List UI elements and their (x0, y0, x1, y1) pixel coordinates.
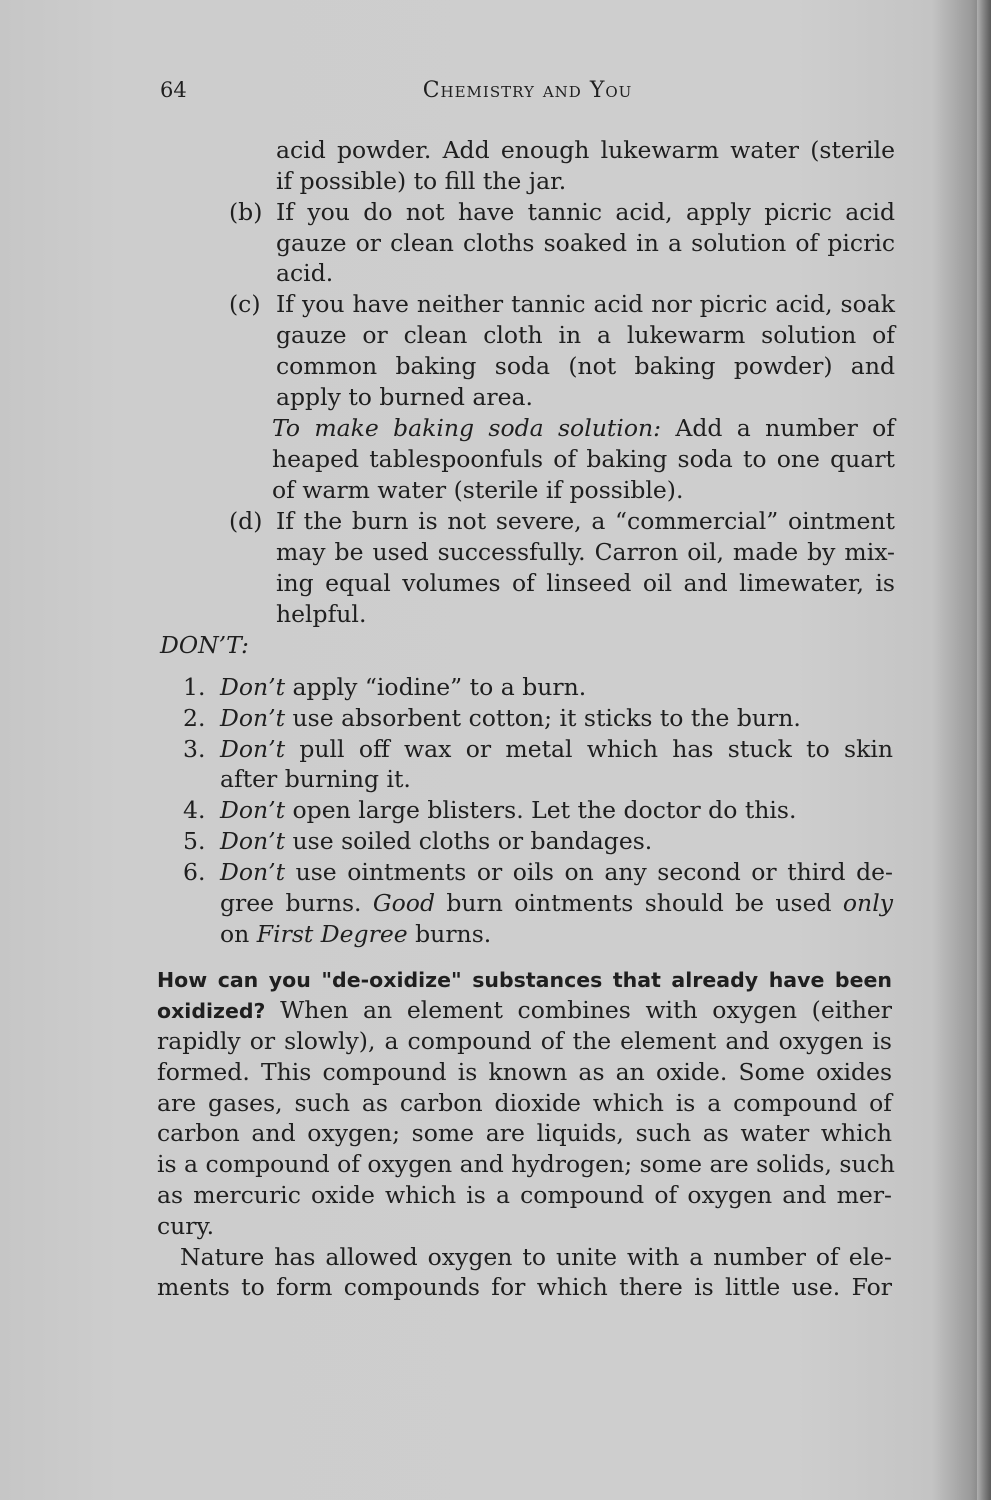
item-d-line: may be used successfully. Carron oil, made by mix- (276, 538, 895, 566)
dont-item (220, 795, 796, 825)
paragraph-line: is a compound of oxygen and hydrogen; some are solids, such (157, 1150, 895, 1178)
baking-soda-line: heaped tablespoonfuls of baking soda to one quart (272, 445, 895, 473)
dont-item (220, 703, 801, 733)
baking-soda-text: Add a number of (675, 414, 895, 442)
dont-emphasis: First Degree (256, 920, 408, 948)
section-question-text: oxidized? (157, 999, 266, 1023)
page-header (160, 78, 895, 106)
paragraph-line: as mercuric oxide which is a compound of oxygen and mer- (157, 1181, 892, 1209)
paragraph-line: formed. This compound is known as an oxide. Some oxides (157, 1058, 892, 1086)
item-c-line: gauze or clean cloth in a lukewarm solution of (276, 321, 895, 349)
item-d-line: helpful. (276, 600, 367, 628)
baking-soda-line (272, 413, 895, 443)
baking-soda-line: of warm water (sterile if possible). (272, 476, 684, 504)
paragraph-line: carbon and oxygen; some are liquids, such as water which (157, 1119, 892, 1147)
item-b-line: If you do not have tannic acid, apply picric acid (276, 198, 895, 226)
item-d-line: ing equal volumes of linseed oil and limewater, is (276, 569, 895, 597)
paragraph-line: rapidly or slowly), a compound of the element and oxygen is (157, 1027, 892, 1055)
paragraph-line: Nature has allowed oxygen to unite with a number of ele- (180, 1243, 892, 1271)
dont-emphasis: only (842, 889, 893, 917)
item-b-line: gauze or clean cloths soaked in a solution of picric (276, 229, 895, 257)
dont-item-text: gree burns. (220, 889, 362, 917)
baking-soda-label: To make baking soda solution: (272, 414, 662, 442)
dont-item-text: use absorbent cotton; it sticks to the burn. (292, 704, 801, 732)
dont-item-text: on (220, 920, 250, 948)
continuation-line: if possible) to fill the jar. (276, 167, 567, 195)
dont-item (220, 826, 652, 856)
dont-item-continuation (220, 888, 893, 918)
dont-emphasis: Don’t (220, 673, 286, 701)
paragraph-line (157, 995, 892, 1025)
continuation-line: acid powder. Add enough lukewarm water (sterile (276, 136, 895, 164)
paragraph-line: cury. (157, 1212, 215, 1240)
dont-emphasis: Don’t (220, 796, 286, 824)
paragraph-text: When an element combines with oxygen (either (280, 996, 892, 1024)
dont-item-text: burns. (415, 920, 492, 948)
section-question-text: How can you "de-oxidize" substances that already have been (157, 968, 892, 992)
dont-item-text: pull off wax or metal which has stuck to skin (299, 735, 893, 763)
item-c-label: (c) (229, 290, 261, 318)
item-c-line: If you have neither tannic acid nor picric acid, soak (276, 290, 895, 318)
item-b-line: acid. (276, 259, 334, 287)
dont-item-text: open large blisters. Let the doctor do this. (292, 796, 797, 824)
item-d-line: If the burn is not severe, a “commercial” ointment (276, 507, 895, 535)
dont-item-text: apply “iodine” to a burn. (292, 673, 587, 701)
dont-item-number: 6. (183, 858, 206, 886)
item-d-label: (d) (229, 507, 263, 535)
dont-emphasis: Don’t (220, 704, 286, 732)
dont-emphasis: Don’t (220, 827, 286, 855)
dont-item-number: 4. (183, 796, 206, 824)
paragraph-line: are gases, such as carbon dioxide which is a compound of (157, 1089, 892, 1117)
dont-emphasis: Don’t (220, 858, 286, 886)
dont-item (220, 672, 586, 702)
dont-item-continuation: after burning it. (220, 765, 411, 793)
dont-item (220, 857, 893, 887)
section-question (157, 964, 892, 994)
dont-item-number: 2. (183, 704, 206, 732)
dont-item-text: use ointments or oils on any second or third de- (295, 858, 893, 886)
item-b-label: (b) (229, 198, 263, 226)
dont-item-continuation (220, 919, 491, 949)
running-title: Chemistry and You (422, 78, 633, 103)
dont-emphasis: Don’t (220, 735, 286, 763)
item-c-line: common baking soda (not baking powder) and (276, 352, 895, 380)
dont-item-number: 5. (183, 827, 206, 855)
item-c-line: apply to burned area. (276, 383, 534, 411)
dont-emphasis: Good (372, 889, 436, 917)
page-edge-shadow (977, 0, 991, 1500)
page-number: 64 (160, 78, 187, 102)
dont-heading: DON’T: (160, 631, 249, 659)
dont-item-number: 1. (183, 673, 206, 701)
dont-item-text: burn ointments should be used (446, 889, 832, 917)
dont-item-text: use soiled cloths or bandages. (292, 827, 653, 855)
dont-item (220, 734, 893, 764)
dont-item-number: 3. (183, 735, 206, 763)
paragraph-line: ments to form compounds for which there is little use. For (157, 1273, 892, 1301)
